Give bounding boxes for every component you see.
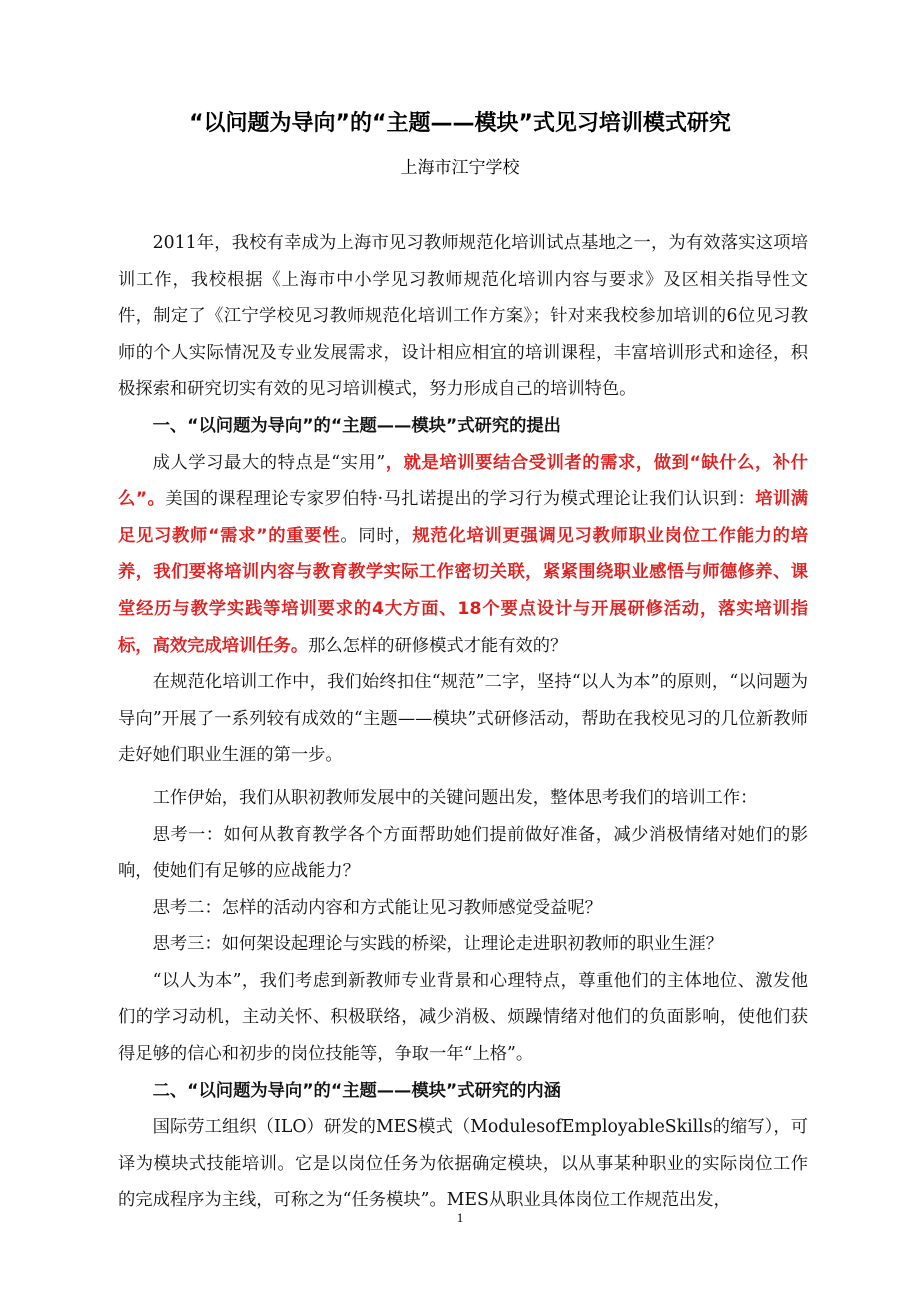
- document-body: [118, 225, 808, 1219]
- text-run: 成人学习最大的特点是“实用”: [152, 452, 386, 473]
- text-run: 那么怎样的研修模式才能有效的？: [308, 635, 568, 656]
- emphasis-text: 培训满足见习教师“需求”的重要性: [118, 489, 808, 546]
- document-author: 上海市江宁学校: [400, 158, 520, 178]
- paragraph-question-3: 思考三：如何架设起理论与实践的桥梁，让理论走进职初教师的职业生涯？: [152, 934, 723, 955]
- section-heading-2: 二、“以问题为导向”的“主题——模块”式研究的内涵: [152, 1080, 561, 1101]
- paragraph-question-2: 思考二：怎样的活动内容和方式能让见习教师感觉受益呢？: [152, 897, 602, 918]
- paragraph-intro: 2011年，我校有幸成为上海市见习教师规范化培训试点基地之一，为有效落实这项培训工作，我校根据《上海市中小学见习教师规范化培训内容与要求》及区相关指导性文件，制定了《江宁学校见习教师规范化培训工作方案》；针对来我校参加培训的6位见习教师的个人实际情况及专业发展需求，设计相应相宜的培训课程，丰富培训形式和途径，积极探索和研究切实有效的见习培训模式，努力形成自己的培训特色。: [118, 233, 808, 400]
- document-title: “以问题为导向”的“主题——模块”式见习培训模式研究: [189, 111, 731, 136]
- paragraph-question-1: 思考一：如何从教育教学各个方面帮助她们提前做好准备，减少消极情绪对她们的影响，使她们有足够的应战能力？: [118, 824, 808, 882]
- paragraph-start: 工作伊始，我们从职初教师发展中的关键问题出发，整体思考我们的培训工作：: [152, 787, 758, 808]
- emphasis-text: ，就是培训要结合受训者的需求，做到“缺什么，补什么”。: [118, 452, 809, 510]
- paragraph-mes: 国际劳工组织（ILO）研发的MES模式（ModulesofEmployableSkills的缩写），可译为模块式技能培训。它是以岗位任务为依据确定模块，以从事某种职业的实际岗位工作的完成程序为主线，可称之为“任务模块”。MES从职业具体岗位工作规范出发，: [118, 1117, 808, 1211]
- paragraph-standards: 在规范化培训工作中，我们始终扣住“规范”二字，坚持“以人为本”的原则，“以问题为导向”开展了一系列较有成效的“主题——模块”式研修活动，帮助在我校见习的几位新教师走好她们职业生涯的第一步。: [118, 672, 808, 766]
- paragraph-adult-learning: [118, 445, 808, 665]
- paragraph-people-oriented: “以人为本”，我们考虑到新教师专业背景和心理特点，尊重他们的主体地位、激发他们的学习动机，主动关怀、积极联络，减少消极、烦躁情绪对他们的负面影响，使他们获得足够的信心和初步的岗位技能等，争取一年“上格”。: [118, 970, 808, 1065]
- text-run: 。同时，: [340, 525, 413, 546]
- page-number: 1: [456, 1210, 464, 1225]
- text-run: 美国的课程理论专家罗伯特·马扎诺提出的学习行为模式理论让我们认识到：: [165, 489, 756, 510]
- section-heading-1: 一、“以问题为导向”的“主题——模块”式研究的提出: [152, 415, 561, 436]
- emphasis-text: 规范化培训更强调见习教师职业岗位工作能力的培养，我们要将培训内容与教育教学实际工作密切关联，紧紧围绕职业感悟与师德修养、课堂经历与教学实践等培训要求的4大方面、18个要点设计与开展研修活动，落实培训指标，高效完成培训任务。: [118, 525, 808, 656]
